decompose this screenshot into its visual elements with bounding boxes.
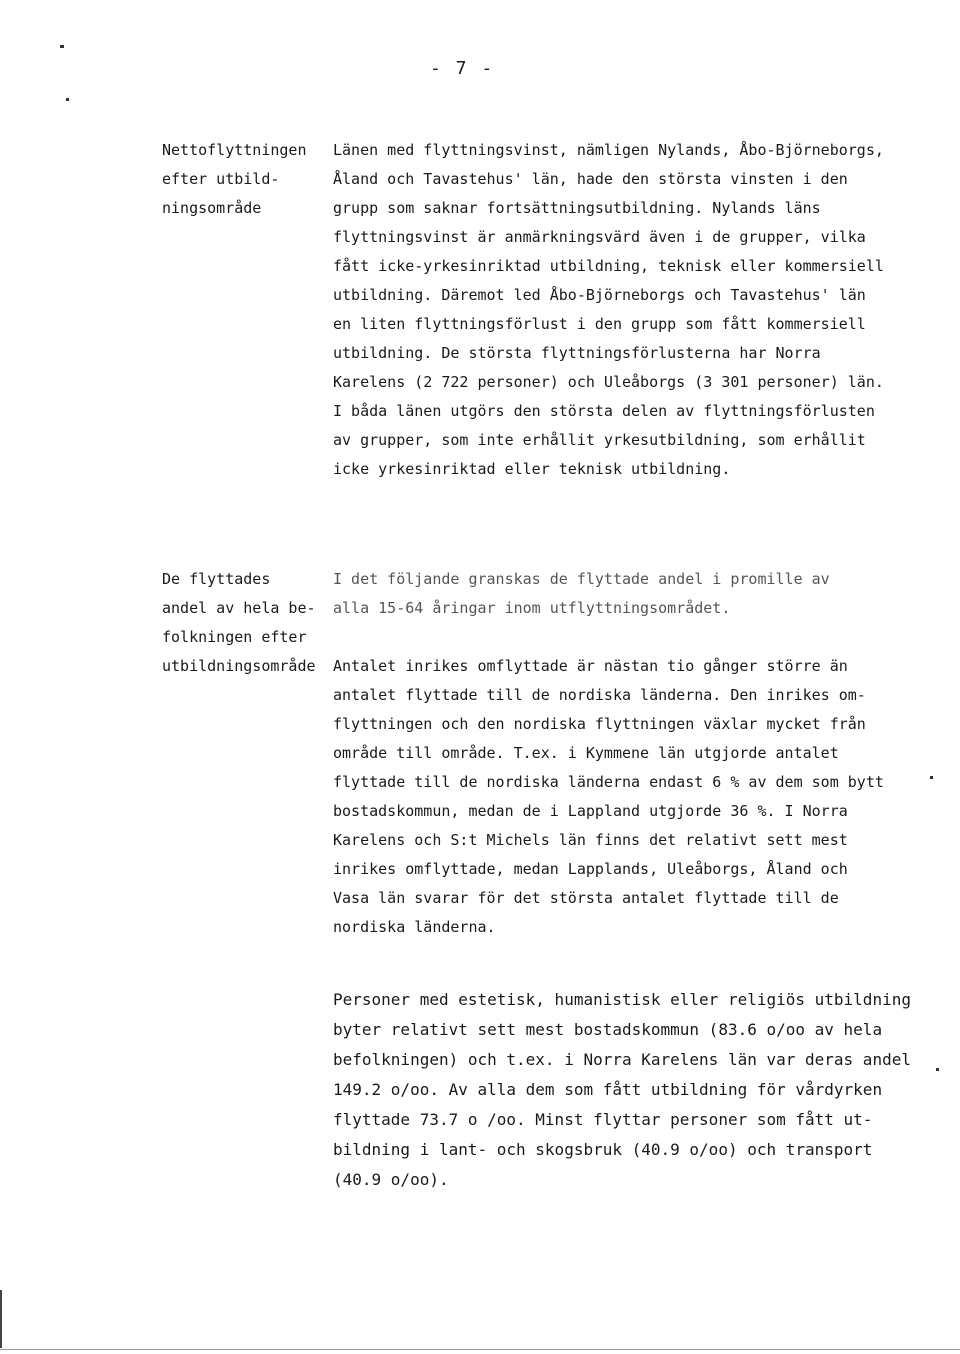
margin-heading-line: andel av hela be-	[162, 599, 316, 617]
text-line: Karelens (2 722 personer) och Uleåborgs (3 301 personer) län.	[333, 373, 884, 391]
text-line: flyttningsvinst är anmärkningsvärd även i de grupper, vilka	[333, 228, 866, 246]
paragraph	[333, 136, 933, 484]
text-line: område till område. T.ex. i Kymmene län utgjorde antalet	[333, 744, 839, 762]
text-line: Länen med flyttningsvinst, nämligen Nylands, Åbo-Björneborgs,	[333, 141, 884, 159]
text-line: Karelens och S:t Michels län finns det relativt sett mest	[333, 831, 848, 849]
text-line: icke yrkesinriktad eller teknisk utbildning.	[333, 460, 731, 478]
text-line: byter relativt sett mest bostadskommun (83.6 o/oo av hela	[333, 1020, 883, 1039]
text-line: nordiska länderna.	[333, 918, 496, 936]
margin-heading-line: ningsområde	[162, 199, 262, 217]
text-line: bildning i lant- och skogsbruk (40.9 o/oo) och transport	[333, 1140, 873, 1159]
page-number: - 7 -	[430, 58, 495, 79]
scan-speck	[936, 1068, 939, 1071]
margin-heading-line: folkningen efter	[162, 628, 307, 646]
text-line: flyttade till de nordiska länderna endast 6 % av dem som bytt	[333, 773, 884, 791]
scan-speck	[66, 98, 69, 101]
text-line: I det följande granskas de flyttade andel i promille av	[333, 570, 830, 588]
paragraph	[333, 652, 933, 942]
text-line: fått icke-yrkesinriktad utbildning, teknisk eller kommersiell	[333, 257, 884, 275]
margin-heading	[162, 136, 332, 223]
text-line: Åland och Tavastehus' län, hade den största vinsten i den	[333, 170, 848, 188]
text-line: Personer med estetisk, humanistisk eller religiös utbildning	[333, 990, 911, 1009]
paragraph	[333, 985, 933, 1195]
margin-heading-line: efter utbild-	[162, 170, 280, 188]
text-line: utbildning. Däremot led Åbo-Björneborgs och Tavastehus' län	[333, 286, 866, 304]
paragraph	[333, 565, 933, 623]
text-line: en liten flyttningsförlust i den grupp som fått kommersiell	[333, 315, 866, 333]
text-line: grupp som saknar fortsättningsutbildning. Nylands läns	[333, 199, 821, 217]
page-bottom-edge	[0, 1349, 960, 1350]
scan-speck	[60, 45, 64, 48]
scan-edge-mark	[0, 1290, 2, 1348]
text-line: 149.2 o/oo. Av alla dem som fått utbildning för vårdyrken	[333, 1080, 883, 1099]
text-line: bostadskommun, medan de i Lappland utgjorde 36 %. I Norra	[333, 802, 848, 820]
text-line: inrikes omflyttade, medan Lapplands, Uleåborgs, Åland och	[333, 860, 848, 878]
text-line: flyttade 73.7 o /oo. Minst flyttar personer som fått ut-	[333, 1110, 873, 1129]
text-line: (40.9 o/oo).	[333, 1170, 449, 1189]
margin-heading	[162, 565, 332, 681]
text-line: utbildning. De största flyttningsförlusterna har Norra	[333, 344, 821, 362]
text-line: Vasa län svarar för det största antalet flyttade till de	[333, 889, 839, 907]
text-line: flyttningen och den nordiska flyttningen växlar mycket från	[333, 715, 866, 733]
text-line: befolkningen) och t.ex. i Norra Karelens län var deras andel	[333, 1050, 911, 1069]
text-line: antalet flyttade till de nordiska länderna. Den inrikes om-	[333, 686, 866, 704]
text-line: alla 15-64 åringar inom utflyttningsområdet.	[333, 599, 731, 617]
text-line: I båda länen utgörs den största delen av flyttningsförlusten	[333, 402, 875, 420]
margin-heading-line: De flyttades	[162, 570, 271, 588]
text-line: Antalet inrikes omflyttade är nästan tio gånger större än	[333, 657, 848, 675]
margin-heading-line: utbildningsområde	[162, 657, 316, 675]
margin-heading-line: Nettoflyttningen	[162, 141, 307, 159]
text-line: av grupper, som inte erhållit yrkesutbildning, som erhållit	[333, 431, 866, 449]
